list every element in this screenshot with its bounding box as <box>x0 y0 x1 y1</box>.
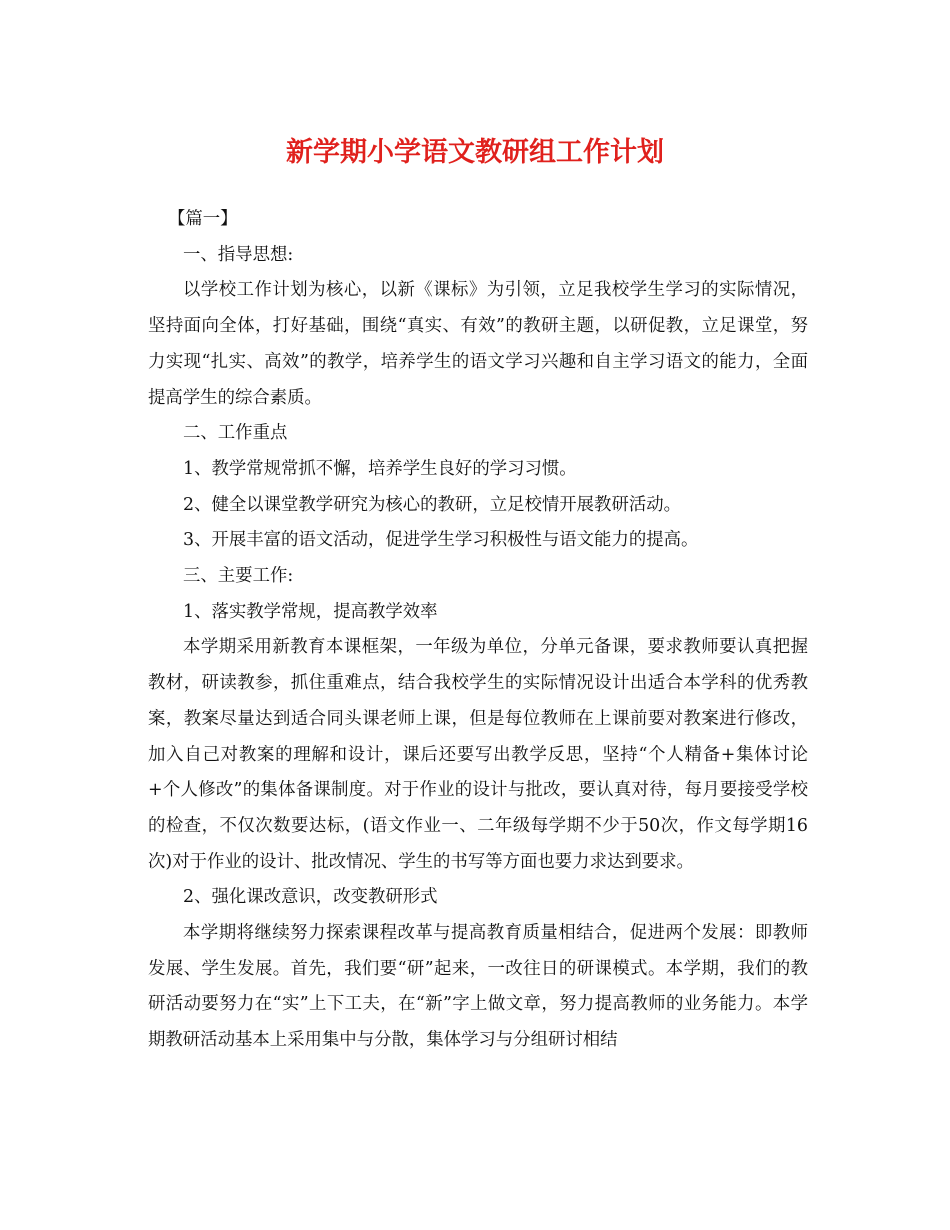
heading-guiding-ideology: 一、指导思想: <box>183 244 294 265</box>
paragraph-guiding-ideology: 以学校工作计划为核心，以新《课标》为引领，立足我校学生学习的实际情况，坚持面向全体，打好基础，围绕“真实、有效”的教研主题，以研促教，立足课堂，努力实现“扎实、高效”的教学，培养学生的语文学习兴趣和自主学习语文的能力，全面提高学生的综合素质。 <box>148 280 808 408</box>
paragraph-teaching-routine: 本学期采用新教育本课框架，一年级为单位，分单元备课，要求教师要认真把握教材，研读教参，抓住重难点，结合我校学生的实际情况设计出适合本学科的优秀教案，教案尽量达到适合同头课老师上课，但是每位教师在上课前要对教案进行修改，加入自己对教案的理解和设计，课后还要写出教学反思，坚持“个人精备+集体讨论+个人修改”的集体备课制度。对于作业的设计与批改，要认真对待，每月要接受学校的检查，不仅次数要达标，(语文作业一、二年级每学期不少于50次，作文每学期16次)对于作业的设计、批改情况、学生的书写等方面也要力求达到要求。 <box>148 637 808 872</box>
document-title: 新学期小学语文教研组工作计划 <box>286 137 664 168</box>
heading-main-work: 三、主要工作: <box>183 566 294 587</box>
subheading-teaching-routine: 1、落实教学常规，提高教学效率 <box>183 601 438 622</box>
subheading-curriculum-reform: 2、强化课改意识，改变教研形式 <box>183 887 438 908</box>
document-body <box>148 202 808 1059</box>
list-item-focus-3: 3、开展丰富的语文活动，促进学生学习积极性与语文能力的提高。 <box>183 530 699 551</box>
list-item-focus-2: 2、健全以课堂教学研究为核心的教研，立足校情开展教研活动。 <box>183 494 682 515</box>
paragraph-curriculum-reform: 本学期将继续努力探索课程改革与提高教育质量相结合，促进两个发展：即教师发展、学生发展。首先，我们要“研”起来，一改往日的研课模式。本学期，我们的教研活动要努力在“实”上下工夫，在“新”字上做文章，努力提高教师的业务能力。本学期教研活动基本上采用集中与分散，集体学习与分组研讨相结 <box>148 923 808 1051</box>
section-marker: 【篇一】 <box>168 209 238 229</box>
list-item-focus-1: 1、教学常规常抓不懈，培养学生良好的学习习惯。 <box>183 458 577 479</box>
heading-work-focus: 二、工作重点 <box>183 423 288 444</box>
